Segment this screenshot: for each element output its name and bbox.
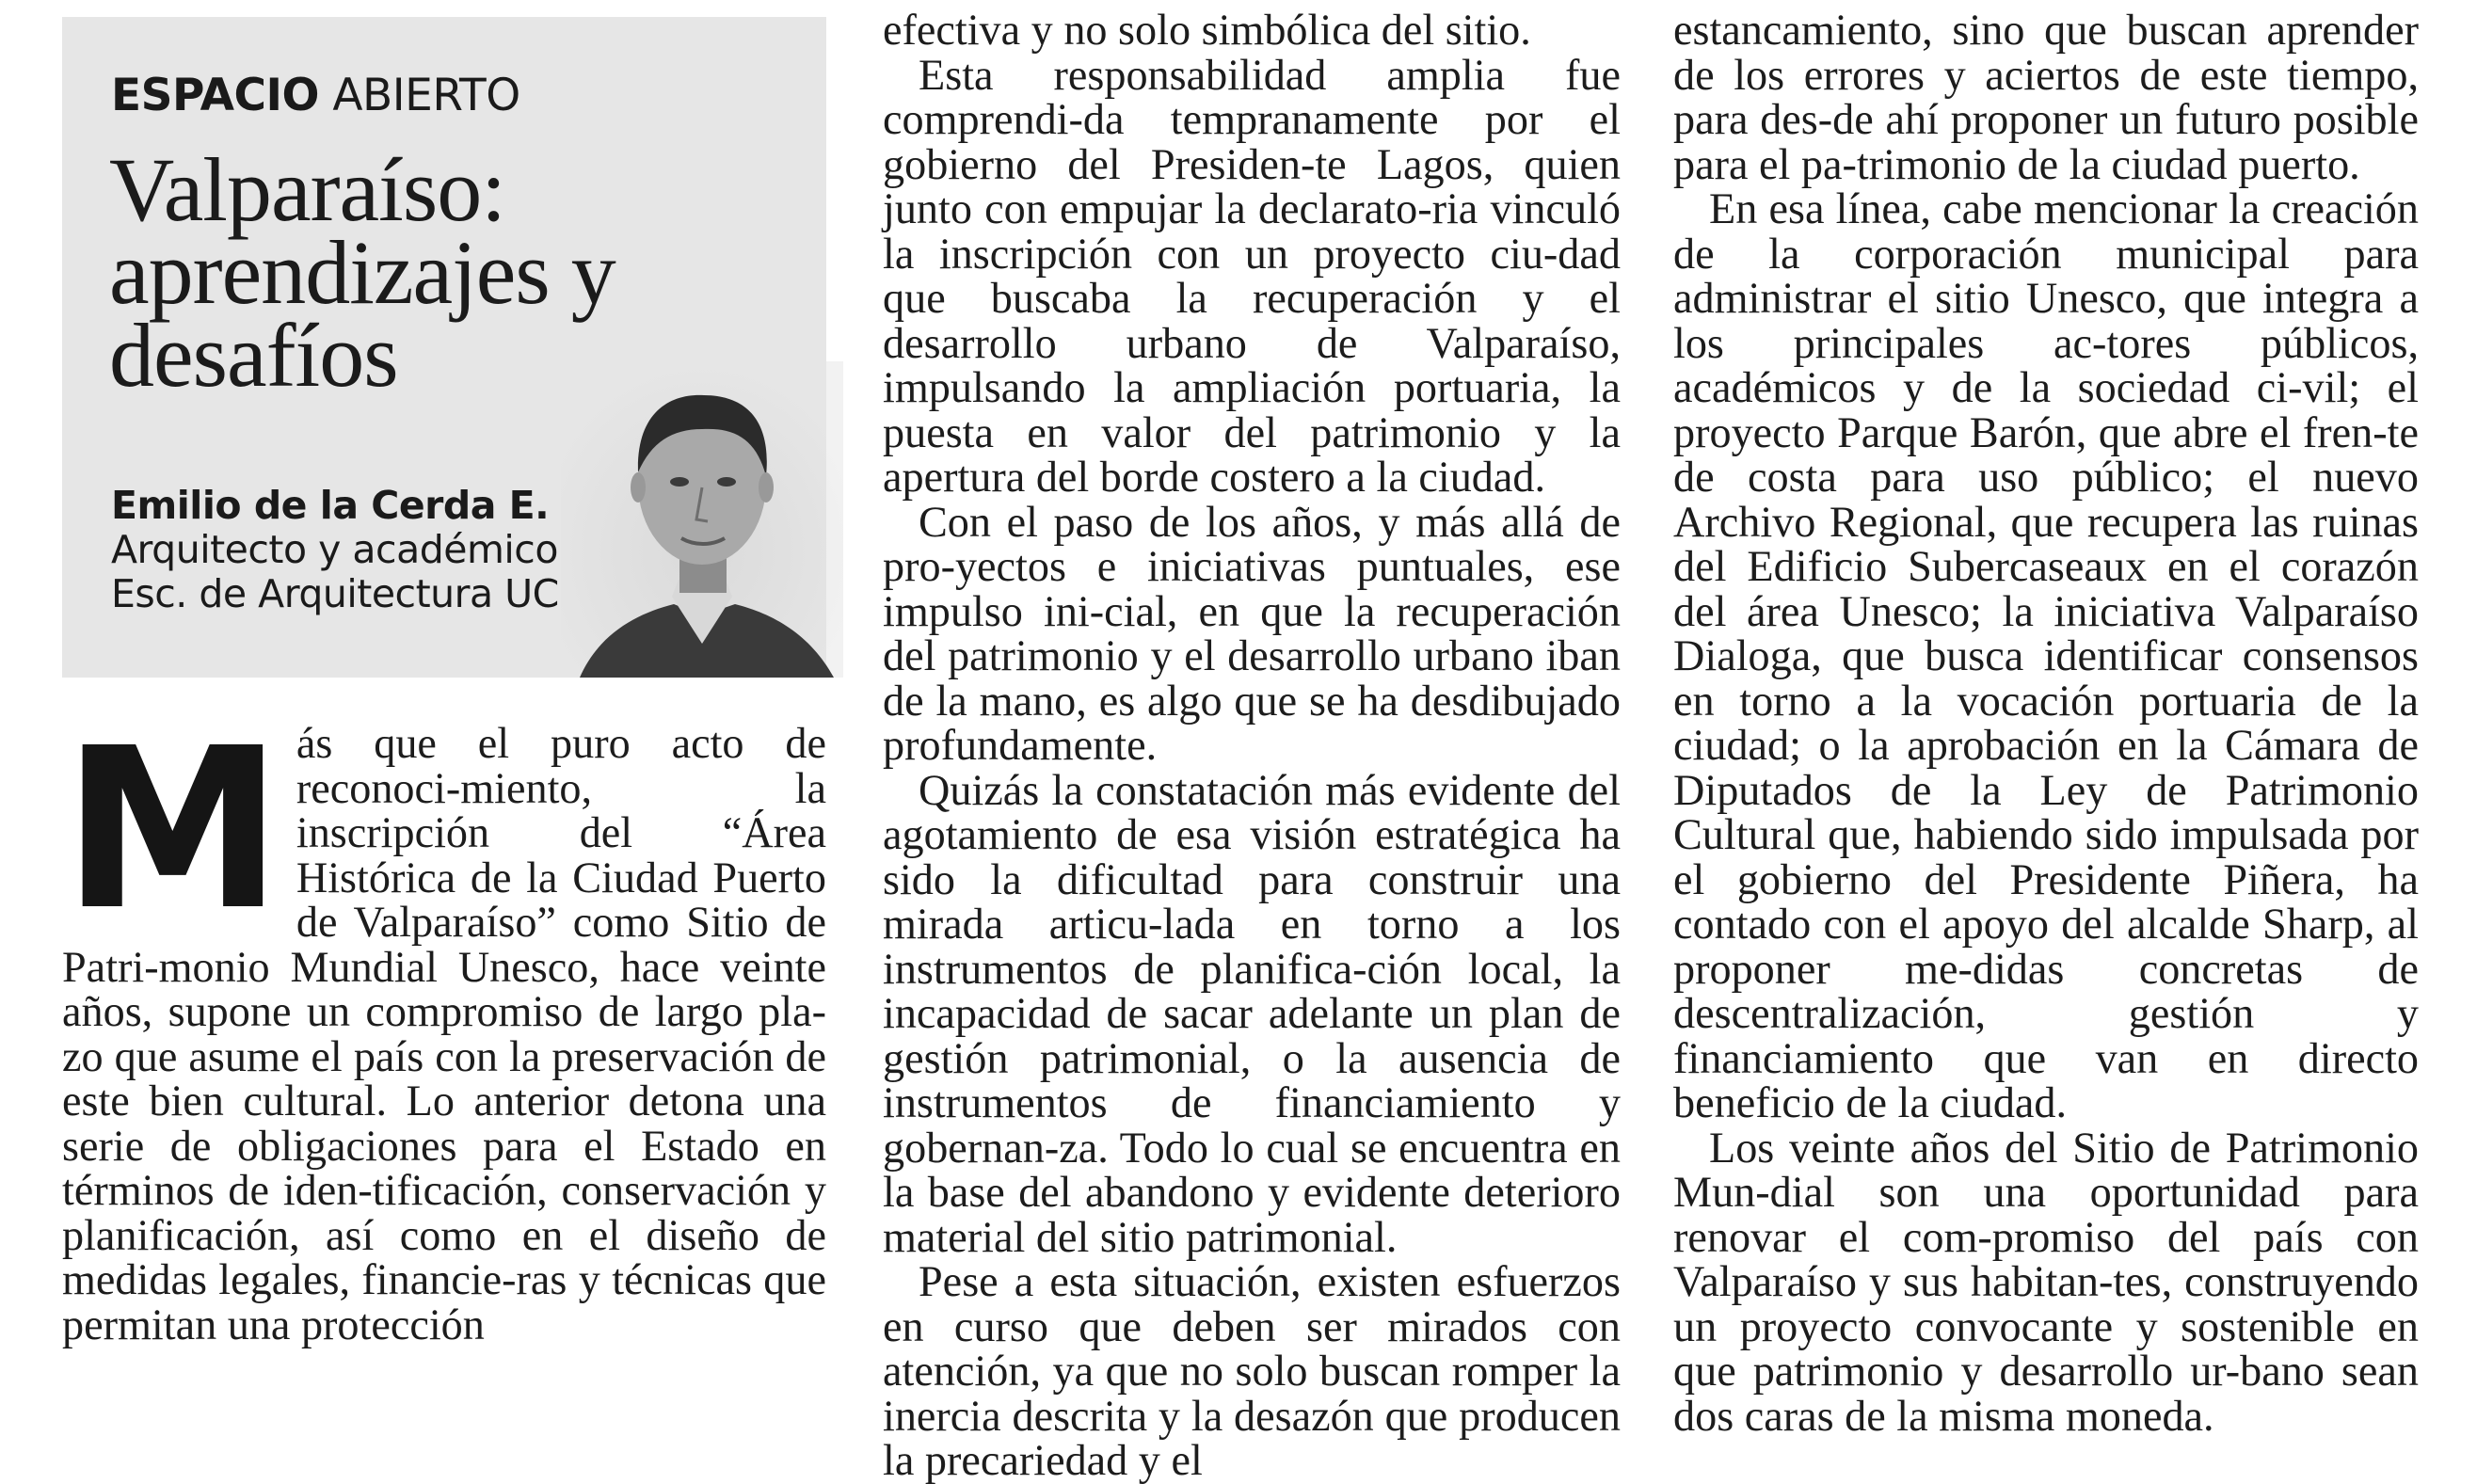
section-label-light: ABIERTO [332, 70, 520, 121]
author-name: Emilio de la Cerda E. [111, 483, 550, 528]
article-column-3 [1673, 8, 2419, 1438]
article-paragraph [62, 700, 826, 1348]
article-paragraph: Pese a esta situación, existen esfuerzos en curso que deben ser mirados con atención, ya que no solo buscan romper la inercia descrita y la desazón que producen la precariedad y el [883, 1257, 1621, 1484]
headline [109, 139, 615, 406]
paragraph-text: ás que el puro acto de reconoci-miento, la inscripción del “Área Histórica de la Ciudad Puerto de Valparaíso” como Sitio de Patri-monio Mundial Unesco, hace veinte años, supone un compromiso de largo pla-zo que asume el país con la preservación de este bien cultural. Lo anterior detona una serie de obligaciones para el Estado en términos de iden-tificación, conservación y planificación, así como en el diseño de medidas legales, financie-ras y técnicas que permitan una protección [62, 719, 826, 1348]
author-block [111, 484, 559, 616]
headline-line: desafíos [109, 305, 398, 406]
section-label-bold: ESPACIO [111, 70, 319, 121]
author-role: Arquitecto y académico [111, 527, 558, 572]
headline-line: aprendizajes y [109, 222, 615, 323]
article-paragraph: Quizás la constatación más evidente del agotamiento de esa visión estratégica ha sido la dificultad para construir una mirada articu-lada en torno a los instrumentos de planifica-ción local, la incapacidad de sacar adelante un plan de gestión patrimonial, o la ausencia de instrumentos de financiamiento y gobernan-za. Todo lo cual se encuentra en la base del abandono y evidente deterioro material del sitio patrimonial. [883, 765, 1621, 1261]
drop-cap: M [62, 700, 283, 959]
header-box [62, 17, 826, 678]
headline-line: Valparaíso: [109, 139, 505, 240]
article-paragraph: Con el paso de los años, y más allá de pro-yectos e iniciativas puntuales, ese impulso ini-cial, en que la recuperación del patrimonio y el desarrollo urbano iban de la mano, es algo que se ha desdibujado profundamente. [883, 497, 1621, 769]
article-paragraph: efectiva y no solo simbólica del sitio. [883, 6, 1531, 54]
author-school: Esc. de Arquitectura UC [111, 571, 559, 616]
article-column-1 [62, 700, 826, 1348]
section-label [111, 70, 520, 121]
article-paragraph: Esta responsabilidad amplia fue comprendi-da tempranamente por el gobierno del Presiden-te Lagos, quien junto con empujar la declarato-ria vinculó la inscripción con un proyecto ciu-dad que buscaba la recuperación y el desarrollo urbano de Valparaíso, impulsando la ampliación portuaria, la puesta en valor del patrimonio y la apertura del borde costero a la ciudad. [883, 50, 1621, 501]
article-column-2 [883, 8, 1621, 1483]
author-portrait [561, 361, 843, 678]
article-paragraph: estancamiento, sino que buscan aprender de los errores y aciertos de este tiempo, para des-de ahí proponer un futuro posible para el pa-trimonio de la ciudad puerto. [1673, 6, 2419, 188]
article-paragraph: Los veinte años del Sitio de Patrimonio Mun-dial son una oportunidad para renovar el com-promiso del país con Valparaíso y sus habitan-tes, construyendo un proyecto convocante y sostenible en que patrimonio y desarrollo ur-bano sean dos caras de la misma moneda. [1673, 1123, 2419, 1440]
article-paragraph: En esa línea, cabe mencionar la creación de la corporación municipal para administrar el sitio Unesco, que integra a los principales ac-tores públicos, académicos y de la sociedad ci-vil; el proyecto Parque Barón, que abre el fren-te de costa para uso público; el nuevo Archivo Regional, que recupera las ruinas del Edificio Subercaseaux en el corazón del área Unesco; la iniciativa Valparaíso Dialoga, que busca identificar consensos en torno a la vocación portuaria de la ciudad; o la aprobación en la Cámara de Diputados de la Ley de Patrimonio Cultural que, habiendo sido impulsada por el gobierno del Presidente Piñera, ha contado con el apoyo del alcalde Sharp, al proponer me-didas concretas de descentralización, gestión y financiamiento que van en directo beneficio de la ciudad. [1673, 184, 2419, 1126]
